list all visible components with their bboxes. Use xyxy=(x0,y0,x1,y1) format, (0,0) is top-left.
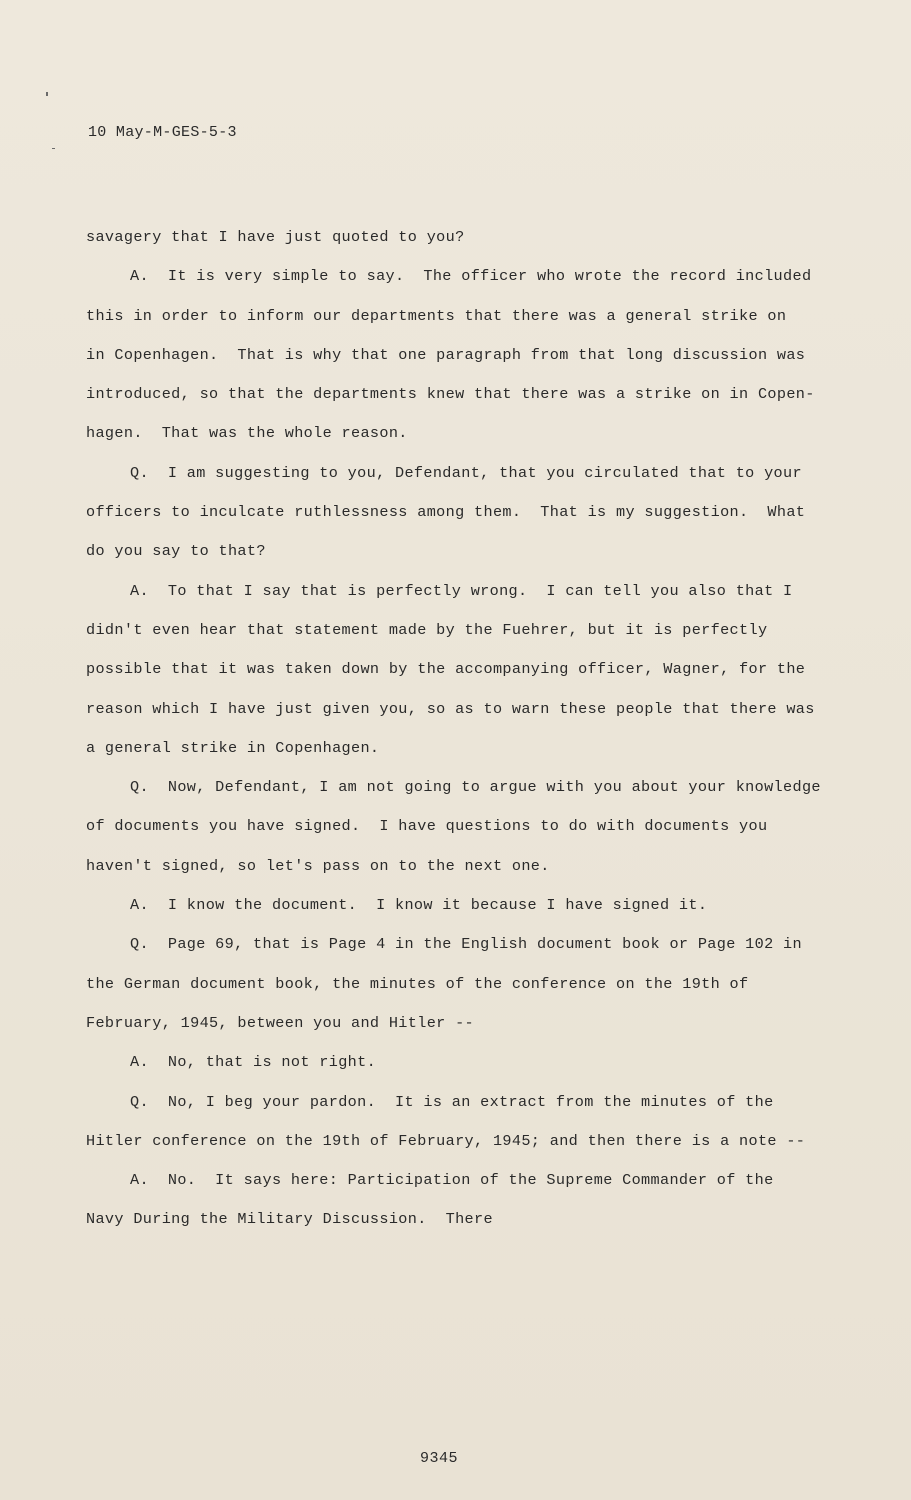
text-line: the German document book, the minutes of the conference on the 19th of xyxy=(86,974,749,993)
text-line: of documents you have signed. I have questions to do with documents you xyxy=(86,817,768,836)
text-line: possible that it was taken down by the accompanying officer, Wagner, for the xyxy=(86,660,806,679)
text-line: haven't signed, so let's pass on to the next one. xyxy=(86,856,550,875)
text-line: this in order to inform our departments that there was a general strike on xyxy=(86,306,787,325)
text-line: reason which I have just given you, so as to warn these people that there was xyxy=(86,699,815,718)
question-line: Q. Page 69, that is Page 4 in the English document book or Page 102 in xyxy=(130,935,802,954)
text-line: savagery that I have just quoted to you? xyxy=(86,228,465,246)
text-line: Navy During the Military Discussion. There xyxy=(86,1210,493,1229)
margin-mark xyxy=(46,92,48,96)
text-line: Hitler conference on the 19th of February, 1945; and then there is a note -- xyxy=(86,1131,806,1150)
text-line: a general strike in Copenhagen. xyxy=(86,738,380,757)
text-line: officers to inculcate ruthlessness among them. That is my suggestion. What xyxy=(86,503,806,522)
question-line: Q. I am suggesting to you, Defendant, that you circulated that to your xyxy=(130,463,802,482)
question-line: Q. Now, Defendant, I am not going to argue with you about your knowledge xyxy=(130,778,821,797)
margin-mark xyxy=(52,148,55,149)
text-line: introduced, so that the departments knew that there was a strike on in Copen- xyxy=(86,385,815,404)
transcript-body xyxy=(86,218,846,1240)
text-line: in Copenhagen. That is why that one paragraph from that long discussion was xyxy=(86,345,806,364)
question-line: Q. No, I beg your pardon. It is an extract from the minutes of the xyxy=(130,1092,774,1111)
document-header: 10 May-M-GES-5-3 xyxy=(88,124,237,141)
answer-line: A. To that I say that is perfectly wrong. I can tell you also that I xyxy=(130,581,793,600)
answer-line: A. It is very simple to say. The officer who wrote the record included xyxy=(130,267,812,286)
page-number: 9345 xyxy=(420,1450,459,1467)
answer-line: A. No, that is not right. xyxy=(130,1053,377,1072)
text-line: didn't even hear that statement made by the Fuehrer, but it is perfectly xyxy=(86,620,768,639)
text-line: February, 1945, between you and Hitler -- xyxy=(86,1013,475,1032)
answer-line: A. No. It says here: Participation of the Supreme Commander of the xyxy=(130,1171,774,1190)
text-line: hagen. That was the whole reason. xyxy=(86,424,408,443)
answer-line: A. I know the document. I know it because I have signed it. xyxy=(130,896,708,915)
text-line: do you say to that? xyxy=(86,542,266,561)
